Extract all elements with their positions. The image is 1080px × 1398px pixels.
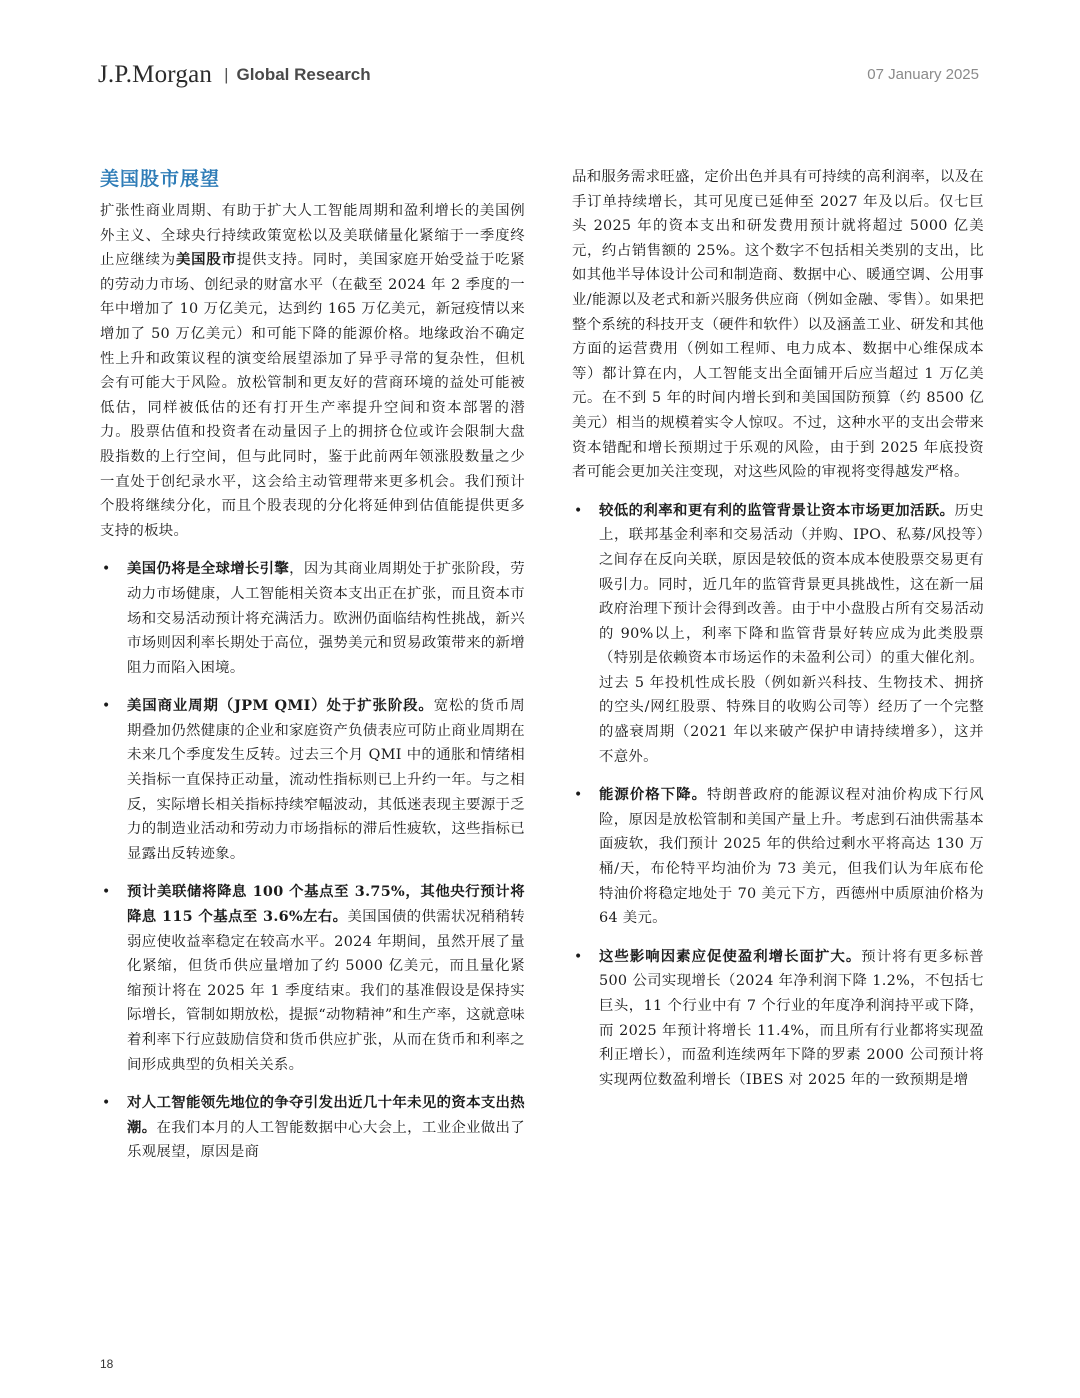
intro-text-a: 扩张性商业周期、有助于扩大人工智能周期和盈利增长的美国例外主义、全球央行持续政策宽松以及美联储量化紧缩于一季度终止应继续为: [100, 203, 525, 269]
bullet-icon: •: [102, 561, 111, 578]
header-separator: |: [224, 65, 229, 84]
page-header: [0, 0, 1080, 100]
left-bullet-list: [100, 557, 525, 1165]
intro-paragraph: [100, 199, 525, 543]
bullet-text: ，因为其商业周期处于扩张阶段，劳动力市场健康，人工智能相关资本支出正在扩张，而且资本市场和交易活动预计将充满活力。欧洲仍面临结构性挑战，新兴市场则因利率长期处于高位，强势美元和贸易政策带来的新增阻力而陷入困境。: [127, 561, 525, 676]
bullet-heading: 能源价格下降。: [599, 786, 708, 804]
bullet-icon: •: [102, 698, 111, 715]
list-item: [572, 945, 984, 1093]
bullet-heading: 较低的利率和更有利的监管背景让资本市场更加活跃。: [599, 501, 955, 519]
right-column: [572, 165, 984, 1106]
list-item: [100, 880, 525, 1077]
bullet-icon: •: [102, 1095, 111, 1112]
report-date: 07 January 2025: [867, 66, 979, 83]
list-item: [572, 783, 984, 931]
section-title: 美国股市展望: [100, 168, 221, 190]
intro-text-b: 提供支持。同时，美国家庭开始受益于吃紧的劳动力市场、创纪录的财富水平（在截至 2024 年 2 季度的一年中增加了 10 万亿美元，达到约 165 万亿美元，新冠疫情以来增加了 50 万亿美元）和可能下降的能源价格。地缘政治不确定性上升和政策议程的演变给展望添加了异乎寻常的复杂性，但机会有可能大于风险。放松管制和更友好的营商环境的益处可能被低估，同样被低估的还有打开生产率提升空间和资本部署的潜力。股票估值和投资者在动量因子上的拥挤仓位或许会限制大盘股指数的上行空间，但与此同时，鉴于此前两年领涨股数量之少一直处于创纪录水平，这会给主动管理带来更多机会。我们预计个股将继续分化，而且个股表现的分化将延伸到估值能提供更多支持的板块。: [100, 252, 525, 539]
bullet-text: 特朗普政府的能源议程对油价构成下行风险，原因是放松管制和美国产量上升。考虑到石油供需基本面疲软，我们预计 2025 年的供给过剩水平将高达 130 万桶/天，布伦特平均油价为 73 美元，但我们认为年底布伦特油价将稳定地处于 70 美元下方，西德州中质原油价格为 64 美元。: [599, 787, 984, 927]
list-item: [572, 499, 984, 770]
brand-logo: J.P.Morgan: [98, 61, 213, 88]
list-item: [100, 1091, 525, 1165]
bullet-heading: 预计美联储将降息 100 个基点至 3.75%，其他央行预计将降息 115 个基点至 3.6%左右。: [127, 883, 525, 926]
bullet-text: 宽松的货币周期叠加仍然健康的企业和家庭资产负债表应可防止商业周期在未来几个季度发生反转。过去三个月 QMI 中的通胀和情绪相关指标一直保持正动量，流动性指标则已上升约一年。与之相反，实际增长相关指标持续窄幅波动，其低迷表现主要源于乏力的制造业活动和劳动力市场指标的滞后性疲软，这些指标已显露出反转迹象。: [127, 698, 525, 862]
bullet-icon: •: [574, 787, 583, 804]
left-column: [100, 165, 525, 1179]
bullet-icon: •: [574, 502, 583, 519]
bullet-heading: 对人工智能领先地位的争夺引发出近几十年未见的资本支出热潮。: [127, 1094, 525, 1136]
bullet-heading: 美国商业周期（JPM QMI）处于扩张阶段。: [127, 697, 434, 715]
right-bullet-list: [572, 499, 984, 1093]
division-name: Global Research: [236, 65, 371, 84]
bullet-icon: •: [102, 884, 111, 901]
list-item: [100, 557, 525, 680]
bullet-text: 美国国债的供需状况稍稍转弱应使收益率稳定在较高水平。2024 年期间，虽然开展了量化紧缩，但货币供应量增加了约 5000 亿美元，而且量化紧缩预计将在 2025 年 1 季度结束。我们的基准假设是保持实际增长，管制如期放松，提振“动物精神”和生产率，这就意味着利率下行应鼓励信贷和货币供应扩张，从而在货币和利率之间形成典型的负相关关系。: [127, 909, 525, 1073]
intro-bold: 美国股市: [175, 251, 237, 269]
continuation-paragraph: 品和服务需求旺盛，定价出色并具有可持续的高利润率，以及在手订单持续增长，其可见度已延伸至 2027 年及以后。仅七巨头 2025 年的资本支出和研发费用预计就将超过 5000 亿美元，约占销售额的 25%。这个数字不包括相关类别的支出，比如其他半导体设计公司和制造商、数据中心、暖通空调、公用事业/能源以及老式和新兴服务供应商（例如金融、零售）。如果把整个系统的科技开支（硬件和软件）以及涵盖工业、研发和其他方面的运营费用（例如工程师、电力成本、数据中心维保成本等）都计算在内，人工智能支出全面铺开后应当超过 1 万亿美元。在不到 5 年的时间内增长到和美国国防预算（约 8500 亿美元）相当的规模着实令人惊叹。不过，这种水平的支出会带来资本错配和增长预期过于乐观的风险，由于到 2025 年底投资者可能会更加关注变现，对这些风险的审视将变得越发严格。: [572, 169, 984, 481]
bullet-text: 预计将有更多标普 500 公司实现增长（2024 年净利润下降 1.2%，不包括七巨头，11 个行业中有 7 个行业的年度净利润持平或下降，而 2025 年预计将增长 11.4%，而且所有行业都将实现盈利正增长），而盈利连续两年下降的罗素 2000 公司预计将实现两位数盈利增长（IBES 对 2025 年的一致预期是增: [599, 948, 984, 1088]
bullet-heading: 这些影响因素应促使盈利增长面扩大。: [599, 947, 862, 965]
page-number: 18: [100, 1357, 114, 1371]
list-item: [100, 694, 525, 866]
bullet-text: 历史上，联邦基金利率和交易活动（并购、IPO、私募/风投等）之间存在反向关联，原因是较低的资本成本使股票交易更有吸引力。同时，近几年的监管背景更具挑战性，这在新一届政府治理下预计会得到改善。由于中小盘股占所有交易活动的 90%以上，利率下降和监管背景好转应成为此类股票（特别是依赖资本市场运作的未盈利公司）的重大催化剂。过去 5 年投机性成长股（例如新兴科技、生物技术、拥挤的空头/网红股票、特殊目的收购公司等）经历了一个完整的盛衰周期（2021 年以来破产保护申请持续增多），这并不意外。: [599, 502, 985, 765]
bullet-icon: •: [574, 948, 583, 965]
bullet-heading: 美国仍将是全球增长引擎: [127, 560, 290, 578]
bullet-text: 在我们本月的人工智能数据中心大会上，工业企业做出了乐观展望，原因是商: [127, 1119, 525, 1161]
logo-block: [98, 55, 371, 95]
